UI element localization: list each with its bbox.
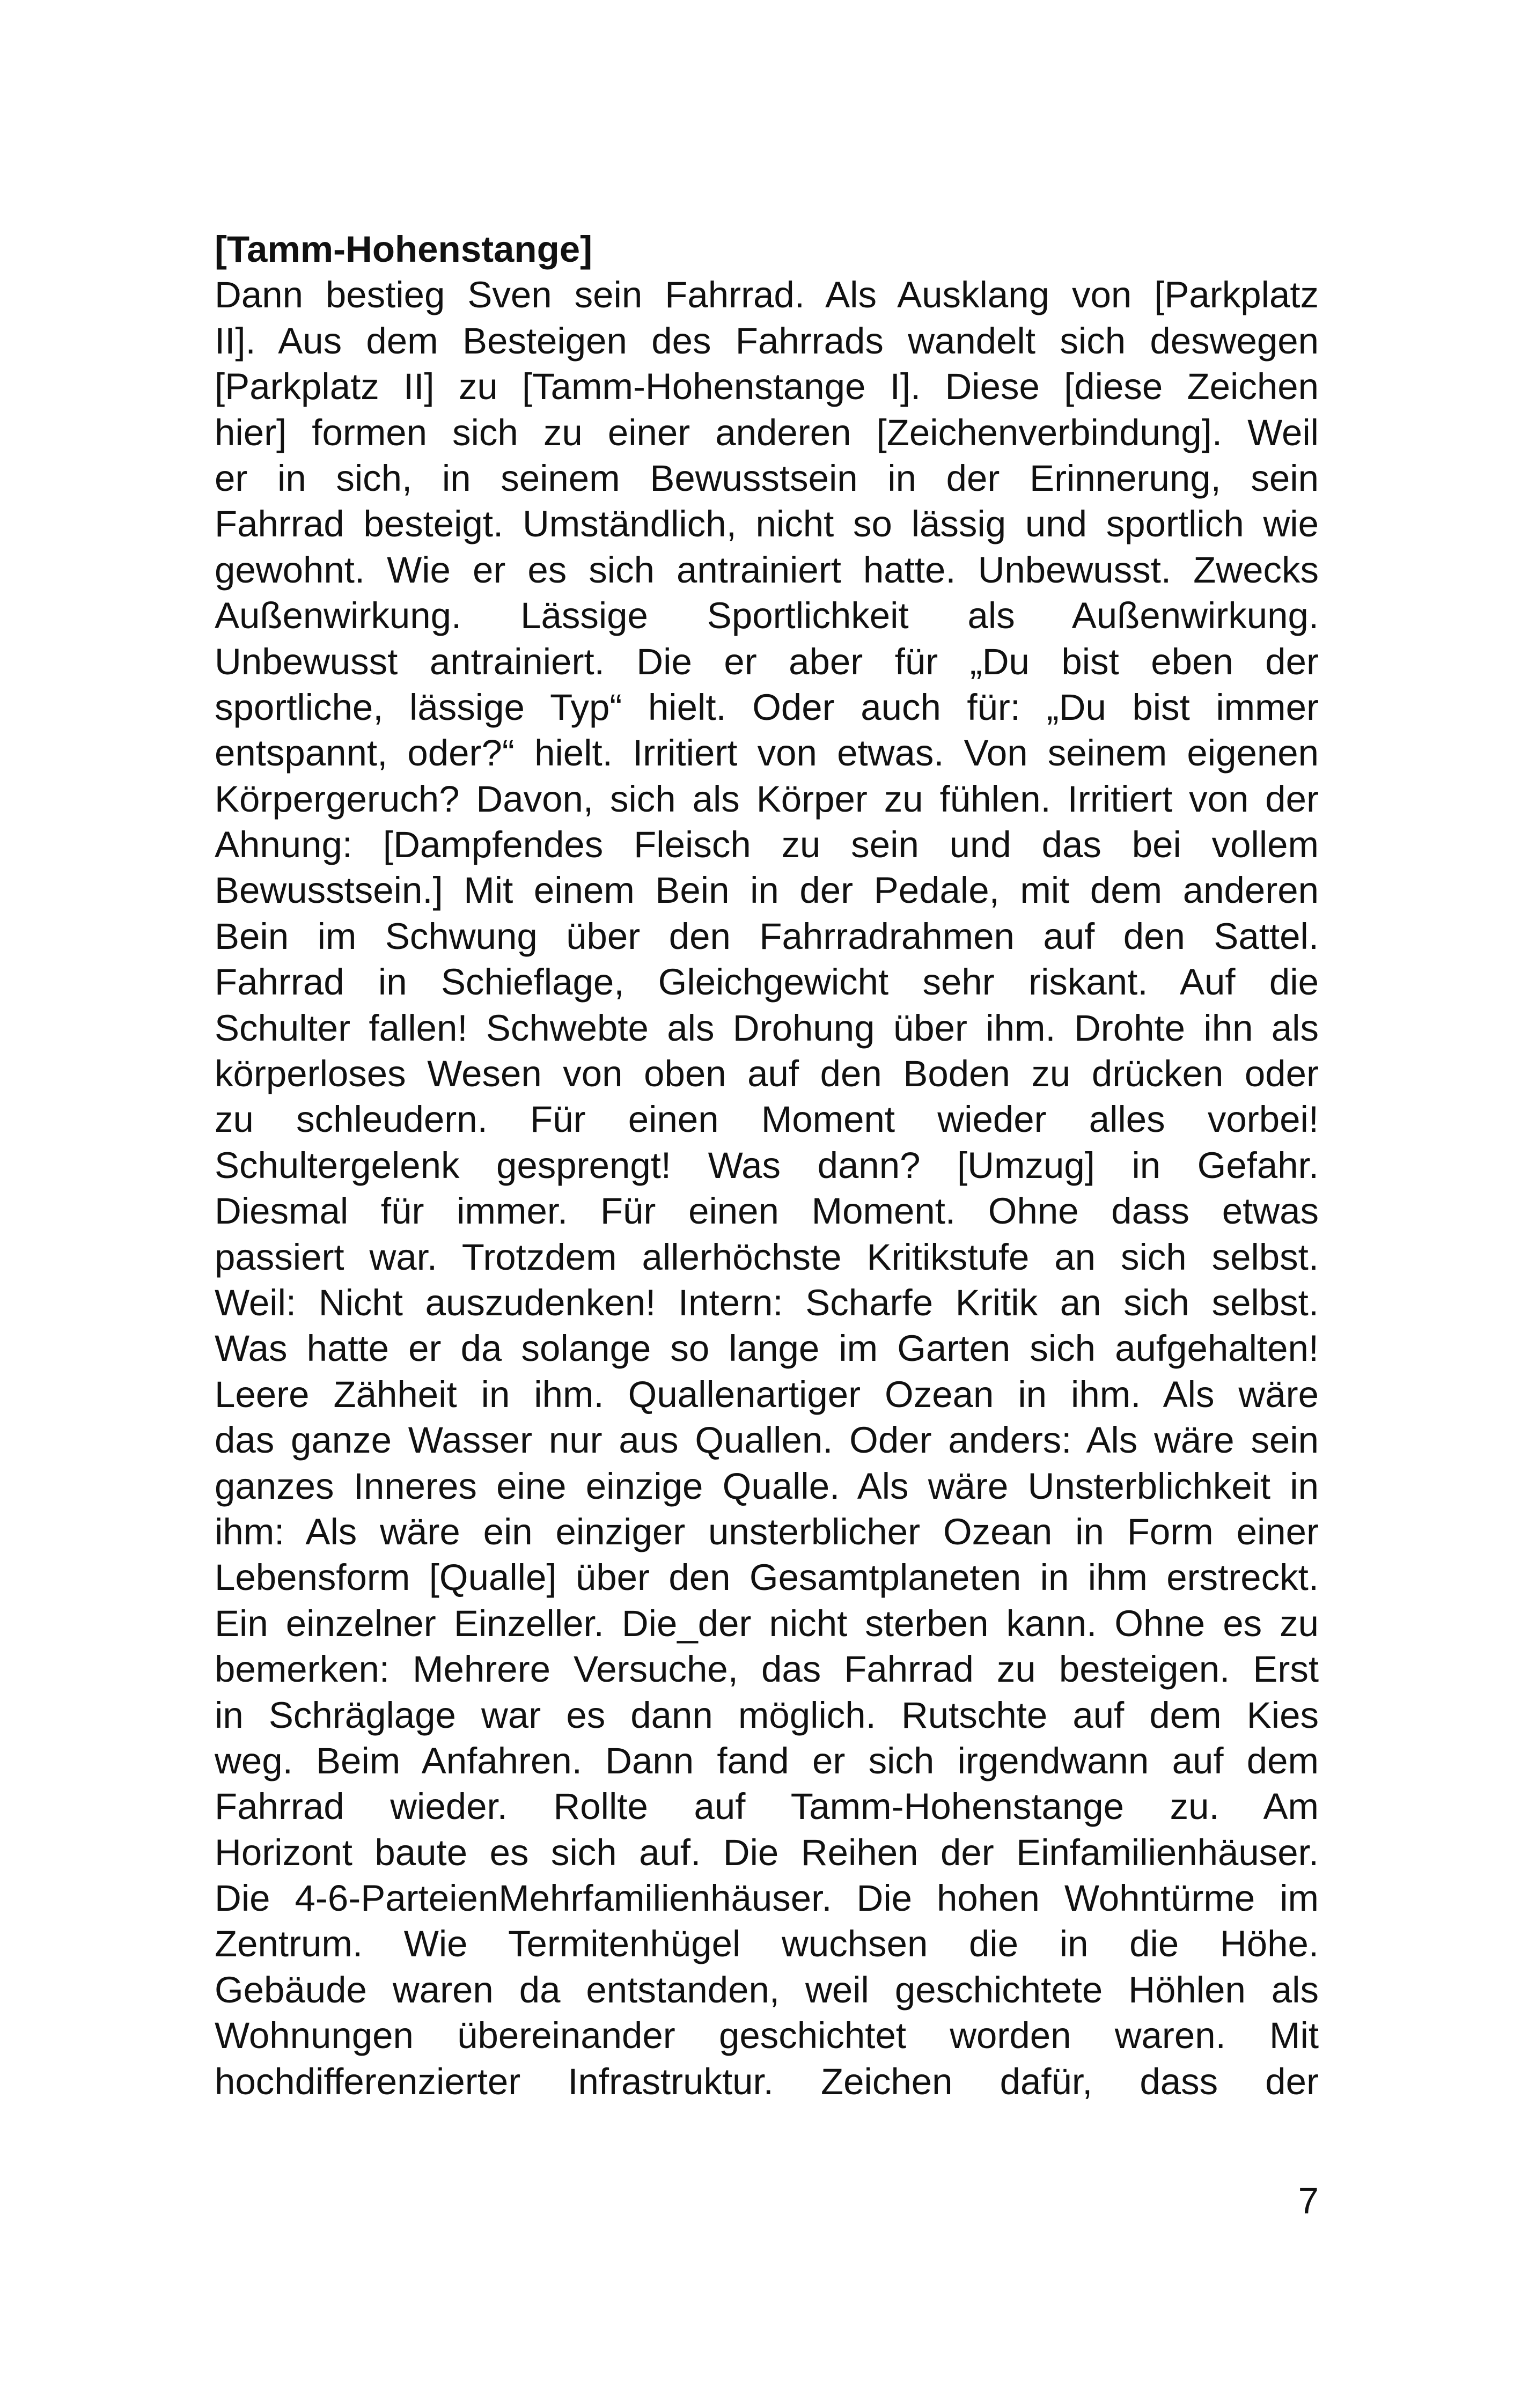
text-line: Ahnung: [Dampfendes Fleisch zu sein und das bei vollem (215, 824, 1319, 866)
paragraph (215, 272, 1319, 2104)
text-line: zu schleudern. Für einen Moment wieder alles vorbei! (215, 1099, 1319, 1140)
text-line: hochdifferenzierter Infrastruktur. Zeichen dafür, dass der (215, 2060, 1319, 2102)
text-line: Fahrrad besteigt. Umständlich, nicht so lässig und sportlich wie (215, 503, 1319, 545)
text-line: [Parkplatz II] zu [Tamm-Hohenstange I]. Diese [diese Zeichen (215, 366, 1319, 408)
text-line: er in sich, in seinem Bewusstsein in der Erinnerung, sein (215, 457, 1319, 499)
text-line: Schulter fallen! Schwebte als Drohung über ihm. Drohte ihn als (215, 1007, 1319, 1049)
text-line: Ein einzelner Einzeller. Die_der nicht sterben kann. Ohne es zu (215, 1602, 1319, 1644)
text-line: II]. Aus dem Besteigen des Fahrrads wandelt sich deswegen (215, 320, 1319, 362)
text-line: Was hatte er da solange so lange im Garten sich aufgehalten! (215, 1328, 1319, 1369)
text-line: in Schräglage war es dann möglich. Rutschte auf dem Kies (215, 1694, 1319, 1736)
text-line: Weil: Nicht auszudenken! Intern: Scharfe Kritik an sich selbst. (215, 1282, 1319, 1323)
text-line: bemerken: Mehrere Versuche, das Fahrrad zu besteigen. Erst (215, 1648, 1319, 1690)
text-line: Wohnungen übereinander geschichtet worden waren. Mit (215, 2015, 1319, 2057)
text-line: passiert war. Trotzdem allerhöchste Kritikstufe an sich selbst. (215, 1236, 1319, 1278)
text-line: Fahrrad in Schieflage, Gleichgewicht sehr riskant. Auf die (215, 961, 1319, 1003)
text-line: weg. Beim Anfahren. Dann fand er sich irgendwann auf dem (215, 1740, 1319, 1781)
text-line: Bewusstsein.] Mit einem Bein in der Pedale, mit dem anderen (215, 870, 1319, 911)
page-number: 7 (1298, 2180, 1319, 2221)
text-line: Gebäude waren da entstanden, weil geschichtete Höhlen als (215, 1969, 1319, 2011)
text-line: Zentrum. Wie Termitenhügel wuchsen die in die Höhe. (215, 1923, 1319, 1965)
text-line: Körpergeruch? Davon, sich als Körper zu fühlen. Irritiert von der (215, 778, 1319, 820)
text-line: entspannt, oder?“ hielt. Irritiert von etwas. Von seinem eigenen (215, 732, 1319, 774)
text-line: das ganze Wasser nur aus Quallen. Oder anders: Als wäre sein (215, 1419, 1319, 1461)
section-heading: [Tamm-Hohenstange] (215, 229, 593, 270)
text-line: Unbewusst antrainiert. Die er aber für „Du bist eben der (215, 640, 1319, 682)
text-line: Außenwirkung. Lässige Sportlichkeit als Außenwirkung. (215, 595, 1319, 637)
body-text (215, 226, 1319, 2104)
text-line: Die 4-6-ParteienMehrfamilienhäuser. Die hohen Wohntürme im (215, 1877, 1319, 1919)
text-line: Leere Zähheit in ihm. Quallenartiger Ozean in ihm. Als wäre (215, 1373, 1319, 1415)
text-line: Horizont baute es sich auf. Die Reihen der Einfamilienhäuser. (215, 1831, 1319, 1873)
text-line: ihm: Als wäre ein einziger unsterblicher Ozean in Form einer (215, 1511, 1319, 1552)
text-line: Dann bestieg Sven sein Fahrrad. Als Ausklang von [Parkplatz (215, 274, 1319, 316)
text-line: ganzes Inneres eine einzige Qualle. Als wäre Unsterblichkeit in (215, 1465, 1319, 1507)
text-line: Lebensform [Qualle] über den Gesamtplaneten in ihm erstreckt. (215, 1557, 1319, 1599)
text-line: Schultergelenk gesprengt! Was dann? [Umzug] in Gefahr. (215, 1144, 1319, 1186)
text-line: gewohnt. Wie er es sich antrainiert hatte. Unbewusst. Zwecks (215, 549, 1319, 591)
text-line: sportliche, lässige Typ“ hielt. Oder auch für: „Du bist immer (215, 686, 1319, 728)
text-line: Bein im Schwung über den Fahrradrahmen auf den Sattel. (215, 915, 1319, 957)
text-line: Diesmal für immer. Für einen Moment. Ohne dass etwas (215, 1190, 1319, 1232)
text-line: hier] formen sich zu einer anderen [Zeichenverbindung]. Weil (215, 411, 1319, 453)
text-line: körperloses Wesen von oben auf den Boden zu drücken oder (215, 1053, 1319, 1095)
text-line: Fahrrad wieder. Rollte auf Tamm-Hohenstange zu. Am (215, 1786, 1319, 1828)
